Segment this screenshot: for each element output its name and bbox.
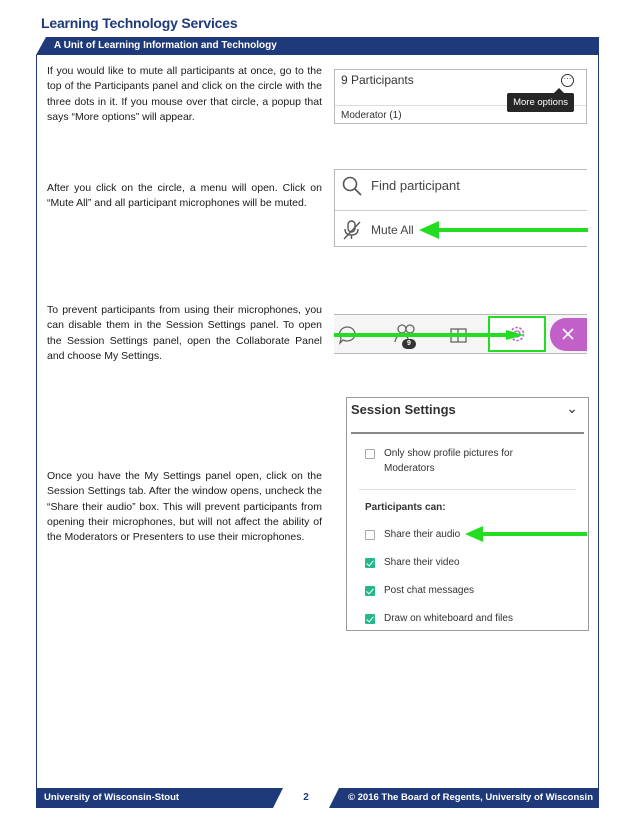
org-title: Learning Technology Services [41,15,238,31]
collaborate-toolbar-screenshot [334,314,587,354]
arrow-annotation [465,525,587,543]
unit-subtitle: A Unit of Learning Information and Technology [54,40,277,51]
participants-can-heading: Participants can: [365,502,446,513]
paragraph-session-settings: To prevent participants from using their microphones, you can disable them in the Session Settings panel. To open the Session Settings panel, open the Collaborate Panel and choose My Settings. [47,304,322,362]
paragraph-mute-all-intro: If you would like to mute all participants at once, go to the top of the Participants panel and click on the circle with the three dots in it. If you mouse over that circle, a popup that says “More options” will appear. [47,65,322,123]
menu-divider [335,210,587,211]
header-bar [36,37,599,55]
more-options-icon[interactable]: ··· [561,74,574,87]
footer-copyright: © 2016 The Board of Regents, University of Wisconsin [348,792,593,803]
settings-divider [359,489,576,490]
session-settings-screenshot [346,397,589,631]
post-chat-checkbox[interactable] [365,586,375,596]
share-video-label: Share their video [384,557,460,568]
moderator-heading: Moderator (1) [341,110,402,121]
arrow-annotation [419,220,588,240]
search-icon [341,175,363,197]
participants-count-title: 9 Participants [341,73,414,87]
more-options-tooltip: More options [507,93,574,112]
participant-count-badge: 9 [402,339,416,349]
share-video-checkbox[interactable] [365,558,375,568]
draw-whiteboard-label: Draw on whiteboard and files [384,613,513,624]
mic-off-icon [341,219,363,241]
footer-bar [36,788,599,808]
share-audio-label: Share their audio [384,529,461,540]
header-notch [36,37,46,55]
post-chat-label: Post chat messages [384,585,475,596]
footer-university: University of Wisconsin-Stout [44,792,180,803]
participant-menu-screenshot [334,169,587,247]
mute-all-item[interactable]: Mute All [371,223,414,237]
settings-header-rule [351,432,584,434]
close-panel-button[interactable] [550,318,587,351]
share-audio-checkbox[interactable] [365,530,375,540]
participants-panel-screenshot [334,69,587,124]
paragraph-share-audio: Once you have the My Settings panel open, click on the Session Settings tab. After the window opens, uncheck the “Share their audio” box. This will prevent participants from opening their microphones, but will not affect the ability of the Moderators or Presenters to use their microphones. [47,470,322,544]
profile-pictures-label: Only show profile pictures for Moderators [384,448,513,474]
paragraph-mute-all-menu: After you click on the circle, a menu will open. Click on “Mute All” and all participant microphones will be muted. [47,182,322,210]
session-settings-title: Session Settings [351,402,456,417]
draw-whiteboard-checkbox[interactable] [365,614,375,624]
arrow-annotation [334,330,524,340]
find-participant-item[interactable]: Find participant [371,178,460,193]
profile-pictures-checkbox[interactable] [365,449,375,459]
close-icon [561,327,575,341]
chevron-down-icon[interactable]: ⌄ [566,400,578,416]
page-number: 2 [283,788,329,808]
